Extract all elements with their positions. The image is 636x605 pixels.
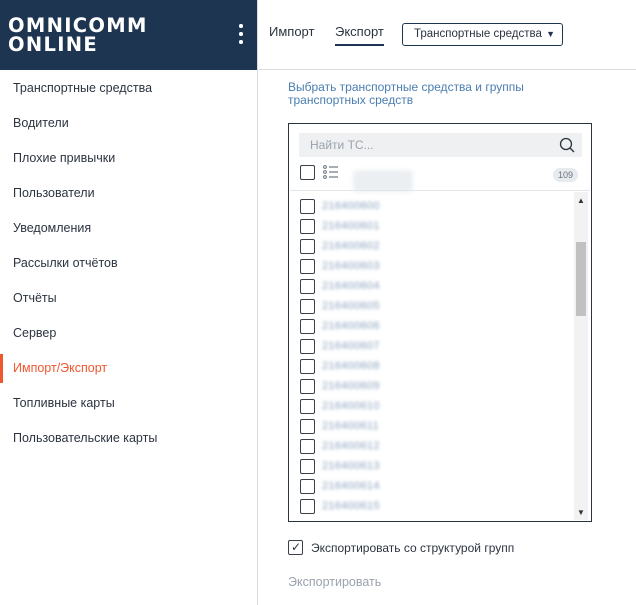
sidebar-item-import-export[interactable]: Импорт/Экспорт	[0, 351, 257, 386]
vehicle-row[interactable]	[300, 257, 560, 277]
vehicle-row[interactable]	[300, 437, 560, 457]
blurred-header-text	[353, 170, 413, 192]
vehicle-row[interactable]	[300, 337, 560, 357]
vehicle-row[interactable]	[300, 397, 560, 417]
export-with-groups-label: Экспортировать со структурой групп	[311, 541, 515, 555]
vehicle-label: 216400606	[322, 320, 380, 332]
vehicle-checkbox[interactable]	[300, 299, 315, 314]
sidebar-item-drivers[interactable]: Водители	[13, 116, 69, 130]
brand-header	[0, 0, 257, 70]
vehicle-row[interactable]	[300, 497, 560, 517]
top-tabs-bar	[259, 0, 636, 70]
dropdown-caret-icon: ▼	[546, 29, 555, 39]
export-button[interactable]: Экспортировать	[288, 575, 382, 589]
scroll-up-icon[interactable]: ▲	[577, 196, 585, 205]
sidebar-item-bad-habits[interactable]: Плохие привычки	[13, 151, 116, 165]
vehicle-checkbox[interactable]	[300, 219, 315, 234]
vehicle-row[interactable]	[300, 197, 560, 217]
sidebar-item-users[interactable]: Пользователи	[13, 186, 95, 200]
section-title: Выбрать транспортные средства и группы транспортных средств	[288, 80, 524, 107]
vehicle-checkbox[interactable]	[300, 279, 315, 294]
vehicle-label: 216400602	[322, 240, 380, 252]
group-list-icon[interactable]	[323, 165, 339, 179]
vehicle-checkbox[interactable]	[300, 359, 315, 374]
vehicle-count-badge: 109	[553, 168, 578, 182]
vehicle-checkbox[interactable]	[300, 459, 315, 474]
entity-type-select-value: Транспортные средства	[414, 28, 542, 40]
vehicle-row[interactable]	[300, 277, 560, 297]
vehicle-label: 216400600	[322, 200, 380, 212]
sidebar-item-vehicles[interactable]: Транспортные средства	[13, 81, 153, 95]
vehicle-checkbox[interactable]	[300, 499, 315, 514]
vehicle-label: 216400612	[322, 440, 380, 452]
vehicle-label: 216400603	[322, 260, 380, 272]
logo-line-1: OMNICOMM	[8, 14, 148, 37]
list-toolbar	[299, 164, 582, 188]
tab-export[interactable]: Экспорт	[335, 24, 384, 46]
vehicle-row[interactable]	[300, 217, 560, 237]
vehicle-checkbox[interactable]	[300, 339, 315, 354]
vehicle-row[interactable]	[300, 317, 560, 337]
sidebar-item-server[interactable]: Сервер	[13, 326, 57, 340]
vehicle-row[interactable]	[300, 377, 560, 397]
export-with-groups-checkbox[interactable]	[288, 540, 303, 555]
vehicle-label: 216400605	[322, 300, 380, 312]
vehicle-row[interactable]	[300, 297, 560, 317]
vehicle-label: 216400609	[322, 380, 380, 392]
vehicle-checkbox[interactable]	[300, 239, 315, 254]
sidebar-nav	[0, 71, 257, 456]
vehicle-checkbox[interactable]	[300, 259, 315, 274]
scrollbar-thumb[interactable]	[576, 242, 586, 316]
vehicle-picker-panel	[288, 123, 592, 522]
sidebar-item-notifications[interactable]: Уведомления	[13, 221, 92, 235]
tab-import[interactable]: Импорт	[269, 24, 315, 39]
logo-line-2: ONLINE	[8, 33, 99, 56]
vehicle-label: 216400615	[322, 500, 380, 512]
search-input[interactable]	[299, 133, 582, 157]
vehicle-label: 216400604	[322, 280, 380, 292]
vehicle-label: 216400608	[322, 360, 380, 372]
sidebar-item-reports[interactable]: Отчёты	[13, 291, 57, 305]
entity-type-select[interactable]	[402, 23, 563, 46]
vehicle-checkbox[interactable]	[300, 379, 315, 394]
vehicle-row[interactable]	[300, 417, 560, 437]
vehicle-label: 216400607	[322, 340, 380, 352]
search-icon[interactable]	[559, 137, 575, 153]
select-all-checkbox[interactable]	[300, 165, 315, 180]
vehicle-checkbox[interactable]	[300, 199, 315, 214]
vehicle-list	[290, 190, 590, 521]
vehicle-row[interactable]	[300, 457, 560, 477]
vehicle-label: 216400601	[322, 220, 380, 232]
vehicle-label: 216400614	[322, 480, 380, 492]
vehicle-checkbox[interactable]	[300, 319, 315, 334]
vehicle-checkbox[interactable]	[300, 419, 315, 434]
list-scrollbar[interactable]	[574, 192, 588, 520]
vehicle-row[interactable]	[300, 237, 560, 257]
vehicle-label: 216400611	[322, 420, 379, 432]
vehicle-checkbox[interactable]	[300, 439, 315, 454]
search-placeholder: Найти ТС...	[310, 138, 374, 152]
vehicle-label: 216400610	[322, 400, 380, 412]
vehicle-checkbox[interactable]	[300, 399, 315, 414]
sidebar	[0, 0, 258, 605]
scroll-down-icon[interactable]: ▼	[577, 508, 585, 517]
kebab-menu-icon[interactable]	[236, 24, 246, 46]
sidebar-item-report-mailings[interactable]: Рассылки отчётов	[13, 256, 118, 270]
vehicle-checkbox[interactable]	[300, 479, 315, 494]
vehicle-row[interactable]	[300, 357, 560, 377]
sidebar-item-custom-maps[interactable]: Пользовательские карты	[13, 431, 158, 445]
vehicle-row[interactable]	[300, 477, 560, 497]
checkmark-icon: ✓	[291, 540, 302, 554]
vehicle-label: 216400613	[322, 460, 380, 472]
sidebar-item-fuel-cards[interactable]: Топливные карты	[13, 396, 115, 410]
